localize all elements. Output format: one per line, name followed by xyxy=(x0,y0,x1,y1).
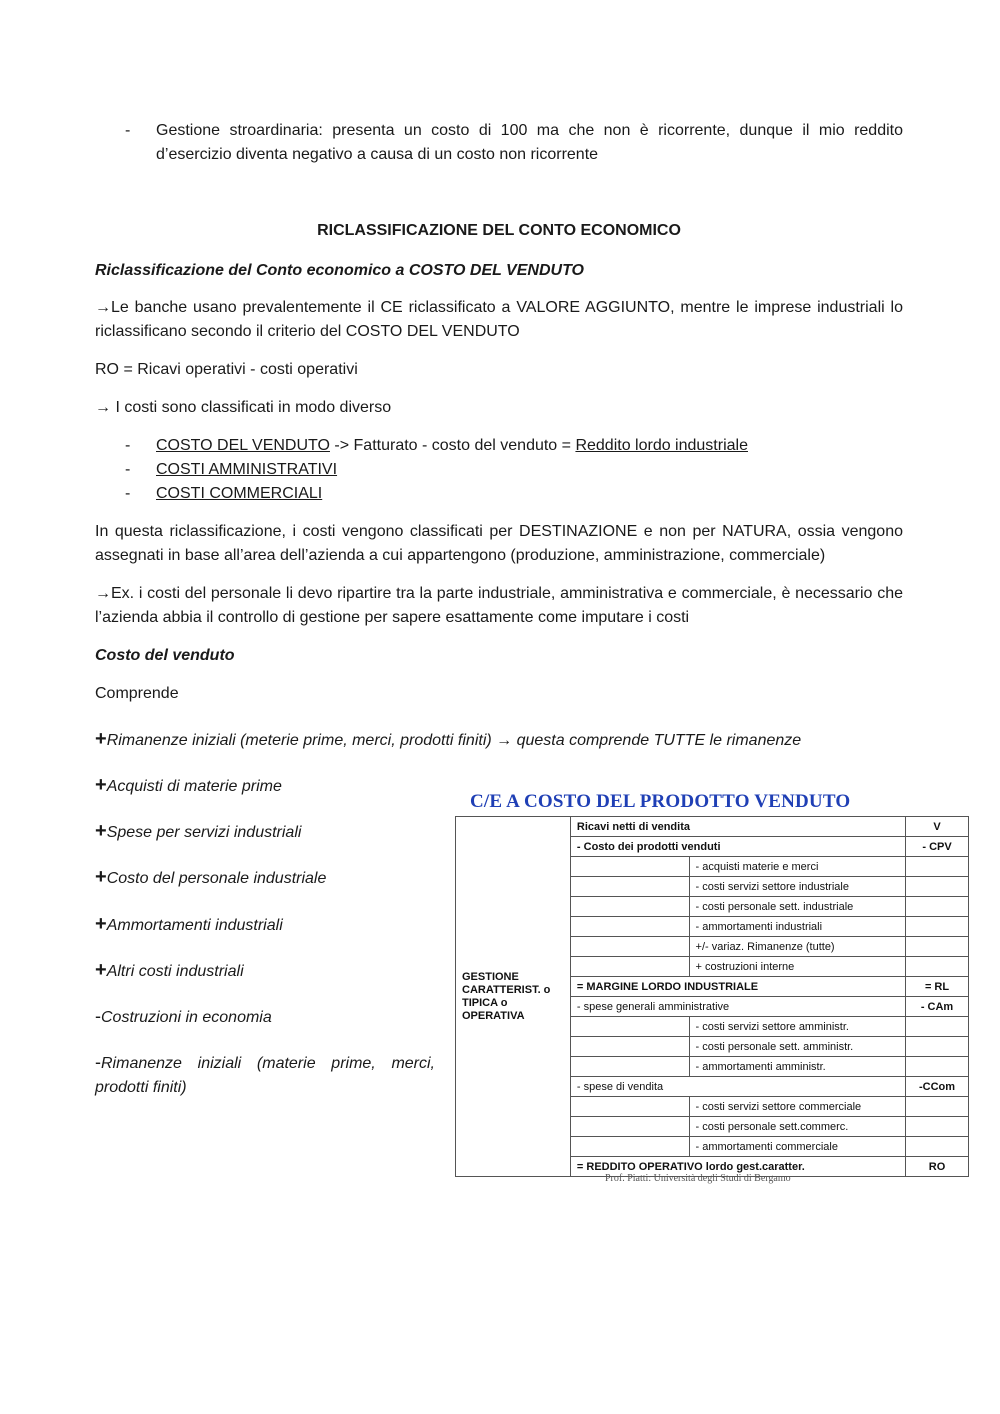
component-text: Ammortamenti industriali xyxy=(106,917,283,934)
ce-cell-code xyxy=(906,877,969,897)
costo-venduto-label: COSTO DEL VENDUTO xyxy=(156,437,330,454)
paragraph-example: →Ex. i costi del personale li devo ripartire tra la parte industriale, amministrativa e commerciale, è necessario che l’azienda abbia il controllo di gestione per sapere esattamente come imputare i costi xyxy=(95,585,903,626)
formula-ro: RO = Ricavi operativi - costi operativi xyxy=(95,361,358,378)
component-text: Rimanenze iniziali (meterie prime, merci, prodotti finiti) → questa comprende TUTTE le rimanenze xyxy=(106,732,802,749)
ce-cell-sub: - costi servizi settore amministr. xyxy=(689,1017,906,1037)
ce-cell-sub: - costi personale sett. industriale xyxy=(689,897,906,917)
ce-cell-empty xyxy=(570,877,689,897)
list-dash: - xyxy=(125,437,131,454)
component-item xyxy=(95,1004,435,1030)
minus-sign: - xyxy=(95,1006,101,1026)
ce-cell-code xyxy=(906,1137,969,1157)
costi-amministrativi-label: COSTI AMMINISTRATIVI xyxy=(156,461,338,478)
ce-cell-code xyxy=(906,1057,969,1077)
ce-table-row xyxy=(456,817,969,837)
ce-cell-empty xyxy=(570,957,689,977)
component-text: Costo del personale industriale xyxy=(106,870,327,887)
plus-sign: + xyxy=(95,820,107,842)
component-text: Costruzioni in economia xyxy=(101,1009,272,1026)
costo-venduto-mid: -> Fatturato - costo del venduto = xyxy=(329,437,576,454)
list-dash: - xyxy=(125,122,131,139)
comprende-label: Comprende xyxy=(95,685,179,702)
ce-figure-title: C/E A COSTO DEL PRODOTTO VENDUTO xyxy=(470,791,851,812)
ce-cell-empty xyxy=(570,857,689,877)
ce-cell-code: = RL xyxy=(906,977,969,997)
plus-sign: + xyxy=(95,866,107,888)
ce-cell-code: -CCom xyxy=(906,1077,969,1097)
ce-cell-label: Ricavi netti di vendita xyxy=(570,817,905,837)
ce-cell-empty xyxy=(570,1097,689,1117)
ce-cell-label: - spese generali amministrative xyxy=(570,997,905,1017)
ce-cell-sub: - costi personale sett. amministr. xyxy=(689,1037,906,1057)
ce-cell-sub: +/- variaz. Rimanenze (tutte) xyxy=(689,937,906,957)
ce-cell-empty xyxy=(570,937,689,957)
ce-cell-sub: - costi servizi settore commerciale xyxy=(689,1097,906,1117)
list-dash: - xyxy=(125,461,131,478)
ce-cell-label: - spese di vendita xyxy=(570,1077,905,1097)
ce-cell-code xyxy=(906,937,969,957)
ce-cell-sub: + costruzioni interne xyxy=(689,957,906,977)
ce-cell-empty xyxy=(570,917,689,937)
ce-cell-empty xyxy=(570,1037,689,1057)
ce-cell-sub: - costi servizi settore industriale xyxy=(689,877,906,897)
plus-sign: + xyxy=(95,728,107,750)
ce-cell-sub: - acquisti materie e merci xyxy=(689,857,906,877)
ce-cell-code xyxy=(906,857,969,877)
ce-cell-label: = MARGINE LORDO INDUSTRIALE xyxy=(570,977,905,997)
ce-cell-label: = REDDITO OPERATIVO lordo gest.caratter. xyxy=(570,1157,905,1177)
plus-sign: + xyxy=(95,913,107,935)
ce-cell-code xyxy=(906,1037,969,1057)
list-dash: - xyxy=(125,485,131,502)
ce-cell-code xyxy=(906,1117,969,1137)
costi-commerciali-label: COSTI COMMERCIALI xyxy=(156,485,323,502)
paragraph-banks: →Le banche usano prevalentemente il CE riclassificato a VALORE AGGIUNTO, mentre le imprese industriali lo riclassificano secondo il criterio del COSTO DEL VENDUTO xyxy=(95,299,903,340)
ce-cell-sub: - ammortamenti industriali xyxy=(689,917,906,937)
ce-cell-code: - CPV xyxy=(906,837,969,857)
ce-cell-code: - CAm xyxy=(906,997,969,1017)
intro-text: Gestione stroardinaria: presenta un costo di 100 ma che non è ricorrente, dunque il mio reddito d’esercizio diventa negativo a causa di un costo non ricorrente xyxy=(156,122,903,163)
reddito-lordo-label: Reddito lordo industriale xyxy=(575,437,748,454)
ce-cell-code xyxy=(906,957,969,977)
component-item xyxy=(95,773,435,799)
paragraph-destinazione: In questa riclassificazione, i costi vengono classificati per DESTINAZIONE e non per NATURA, ossia vengono assegnati in base all’area dell’azienda a cui appartengono (produzione, amministrazione, commerciale) xyxy=(95,523,903,564)
paragraph-classification: → I costi sono classificati in modo diverso xyxy=(95,399,392,416)
ce-table xyxy=(455,816,969,1177)
plus-sign: + xyxy=(95,959,107,981)
component-item xyxy=(95,912,435,938)
ce-cell-sub: - costi personale sett.commerc. xyxy=(689,1117,906,1137)
component-item xyxy=(95,727,903,753)
ce-cell-code xyxy=(906,1017,969,1037)
page-title: RICLASSIFICAZIONE DEL CONTO ECONOMICO xyxy=(317,222,681,239)
component-item xyxy=(95,865,435,891)
ce-cell-code: V xyxy=(906,817,969,837)
section-subtitle: Riclassificazione del Conto economico a COSTO DEL VENDUTO xyxy=(95,262,584,279)
ce-cell-code xyxy=(906,1097,969,1117)
component-item xyxy=(95,819,435,845)
figure-footer: Prof. Piatti: Università degli Studi di Bergamo xyxy=(605,1173,791,1184)
plus-sign: + xyxy=(95,774,107,796)
ce-cell-sub: - ammortamenti commerciale xyxy=(689,1137,906,1157)
ce-cell-code xyxy=(906,917,969,937)
ce-group-label: GESTIONE CARATTERIST. o TIPICA o OPERATIVA xyxy=(456,817,571,1177)
ce-cell-code: RO xyxy=(906,1157,969,1177)
component-item xyxy=(95,958,435,984)
component-text: Altri costi industriali xyxy=(106,963,244,980)
component-text: Acquisti di materie prime xyxy=(106,778,282,795)
minus-sign: - xyxy=(95,1052,101,1072)
ce-cell-label: - Costo dei prodotti venduti xyxy=(570,837,905,857)
ce-cell-empty xyxy=(570,1137,689,1157)
ce-cell-sub: - ammortamenti amministr. xyxy=(689,1057,906,1077)
ce-cell-empty xyxy=(570,1117,689,1137)
component-text: Spese per servizi industriali xyxy=(106,824,302,841)
section-title-costo-venduto: Costo del venduto xyxy=(95,647,235,664)
ce-cell-empty xyxy=(570,1017,689,1037)
ce-cell-empty xyxy=(570,1057,689,1077)
component-text: Rimanenze iniziali (materie prime, merci, prodotti finiti) xyxy=(95,1055,435,1096)
ce-cell-empty xyxy=(570,897,689,917)
component-item xyxy=(95,1050,435,1100)
ce-cell-code xyxy=(906,897,969,917)
